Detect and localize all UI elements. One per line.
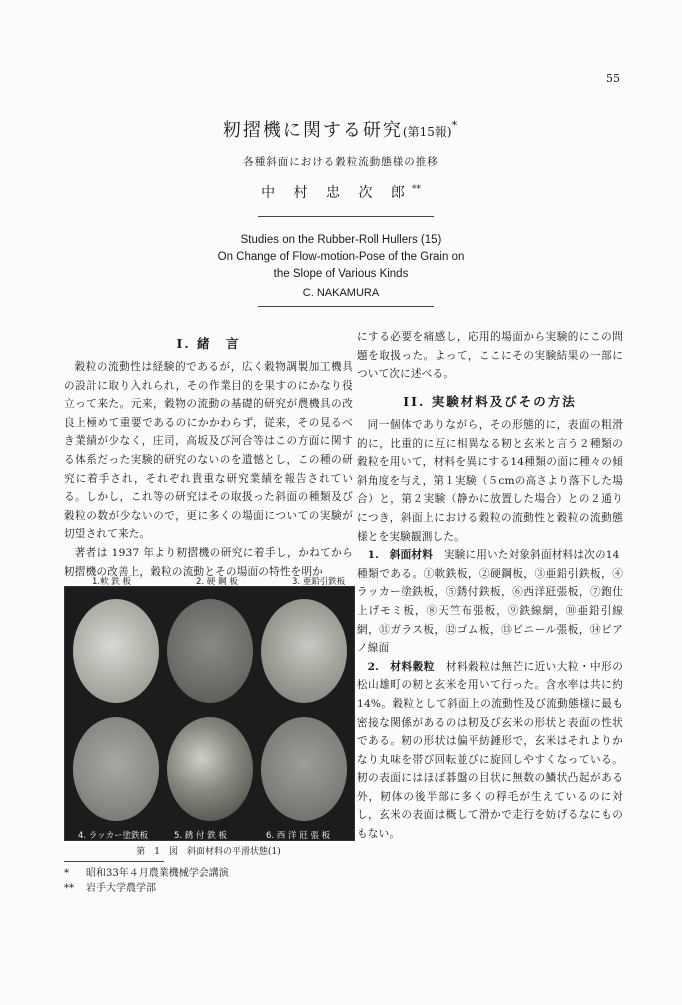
surface-photo: [73, 599, 159, 703]
english-title-line: the Slope of Various Kinds: [273, 268, 409, 280]
item-text: 実験に用いた対象斜面材料は次の14: [443, 549, 620, 562]
author-footnote-mark: **: [411, 184, 421, 195]
paragraph: 穀粒の流動性は経験的であるが，広く穀物調製加工機具の設計に取り入れられ，その作業目的を果すのにかなり役立って来た。元来，穀物の流動の基礎的研究が農機具の改良上極めて重要であるのにかかわらず，従来，その見るべき業績が少なく，庄司，高坂及び河合等はこの方面に関する体系だった実験的研究のないのを遺憾とし，この種の研究に着手され，それぞれ貴重な研究業績を報告されている。しかし，これ等の研究はその取扱った斜面の種類及び穀粒の数が少ないので，更に多くの場面についての実験が切望されて来た。: [64, 361, 353, 541]
footnote: [64, 881, 229, 896]
english-title-line: Studies on the Rubber-Roll Hullers (15): [240, 234, 442, 246]
materials-text: [357, 416, 623, 844]
english-title: [0, 232, 682, 283]
english-title-line: On Change of Flow-motion-Pose of the Grain on: [217, 251, 465, 263]
author-name: [0, 182, 682, 202]
surface-photo: [261, 717, 347, 821]
introduction-text: [64, 358, 353, 581]
english-author: C. NAKAMURA: [302, 287, 380, 299]
paper-title: [0, 116, 682, 142]
figure-caption: 第 1 図 斜面材料の平滑状態(1): [136, 847, 281, 857]
title-footnote-mark: *: [451, 119, 460, 132]
title-volume: (第15報): [402, 125, 452, 139]
surface-photo: [73, 717, 159, 821]
section-heading-introduction: I. 緒 言: [176, 336, 241, 351]
item-label: 1. 斜面材料: [367, 549, 434, 562]
footnote-mark: **: [64, 883, 74, 894]
figure-label: 5. 銹 付 鉄 板: [174, 831, 227, 841]
figure-label: 3. 亜鉛引鉄板: [292, 577, 346, 587]
footnote-text: 岩手大学農学部: [86, 883, 156, 894]
surface-photo: [167, 717, 253, 821]
footnote-mark: *: [64, 868, 69, 879]
footnote: [64, 866, 229, 881]
item-text: 材料穀粒は無芒に近い大粒・中形の松山雄町の籾と玄米を用いて行った。含水率は共に約14%。穀粒として斜面上の流動性及び流動態様に最も密接な関係があるのは籾及び玄米の形状と表面の性状である。籾の形状は偏平紡錘形で，玄米はそれよりかなり丸味を帯び回転並びに旋回しやすくなっている。籾の表面にはほぼ碁盤の目状に無数の鱗状凸起がある外，籾体の後半部に多くの稃毛が生えているのに対し，玄米の表面は概して滑かで走行を妨げるなにものもない。: [357, 660, 623, 841]
page-number: 55: [606, 72, 620, 85]
section-heading-materials: II. 実験材料及びその方法: [403, 394, 577, 409]
author-text: 中 村 忠 次 郎: [261, 185, 412, 201]
surface-photo: [167, 599, 253, 703]
paragraph: 著者は 1937 年より籾摺機の研究に着手し，かねてから籾摺機の改善上，穀粒の流動とその場面の特性を明か: [64, 546, 353, 578]
item-label: 2. 材料穀粒: [367, 660, 435, 673]
introduction-continued: にする必要を痛感し，応用的場面から実験的にこの問題を取扱った。よって，ここにその実験結果の一部について次に述べる。: [357, 331, 623, 381]
footnote-rule: [64, 861, 164, 862]
surface-photo: [261, 599, 347, 703]
paragraph: [357, 546, 623, 565]
figure-1: [64, 586, 355, 841]
figure-label: 2. 硬 鋼 板: [196, 577, 238, 587]
paragraph: [357, 658, 623, 844]
title-rule-top: [258, 216, 434, 217]
title-text: 籾摺機に関する研究: [222, 120, 403, 141]
figure-label: 6. 西 洋 瓩 張 板: [266, 831, 331, 841]
title-rule-bottom: [258, 306, 434, 307]
paper-subtitle: 各種斜面における穀粒流動態様の推移: [243, 156, 439, 168]
paragraph: 同一個体でありながら，その形態的に，表面の粗滑的に，比重的に互に相異なる籾と玄米と言う２種類の穀粒を用いて，材料を異にする14種類の面に種々の傾斜角度を与え，第１実験（５cmの高さより落下した場合）と，第２実験（静かに放置した場合）との２通りにつき，斜面上における穀粒の流動性と穀粒の流動態様とを実験観測した。: [357, 419, 623, 543]
figure-label: 4. ラッカー塗鉄板: [78, 831, 149, 841]
footnotes: [64, 866, 229, 896]
footnote-text: 昭和33年４月農業機械学会講演: [86, 868, 229, 879]
paragraph: 種類である。①軟鉄板，②硬鋼板，③亜鉛引鉄板，④ラッカー塗鉄板，⑤銹付鉄板，⑥西洋瓩張板，⑦鉋仕上げモミ板，⑧天竺布張板，⑨鉄線網，⑩亜鉛引線網，⑪ガラス板，⑫ゴム板，⑬ビニール張板，⑭ピアノ線面: [357, 567, 623, 655]
figure-label: 1.軟 鉄 板: [92, 577, 132, 587]
